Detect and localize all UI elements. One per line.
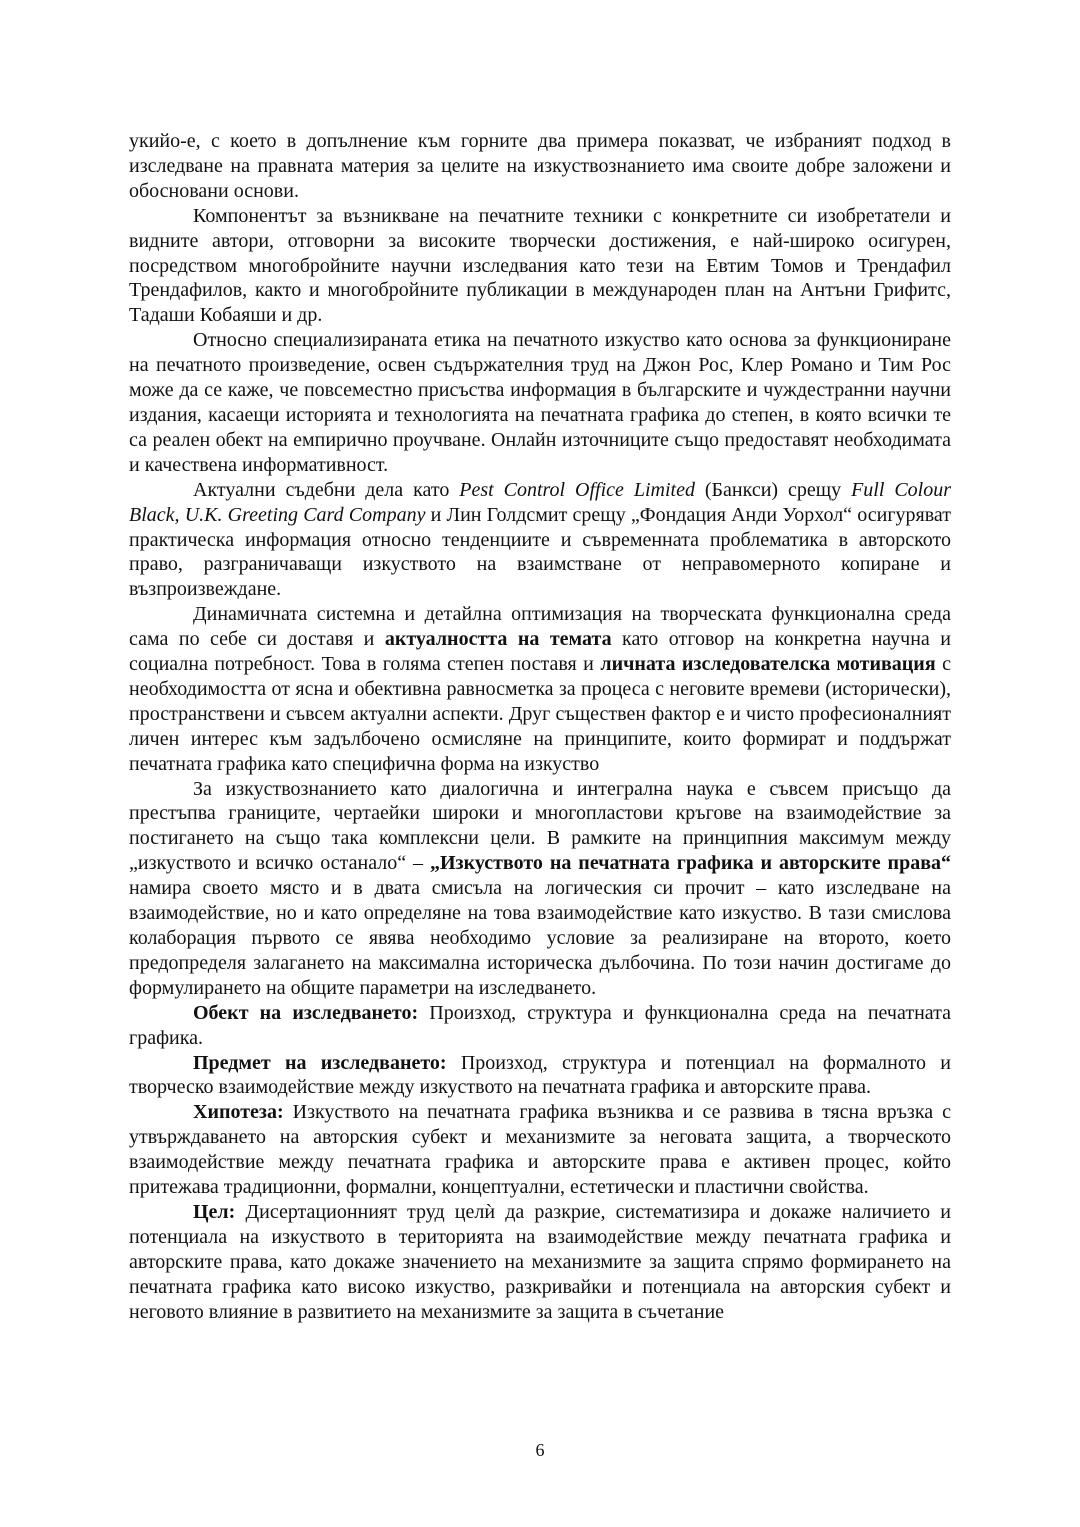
hypothesis-label: Хипотеза: (193, 1101, 284, 1124)
paragraph-relevance-motivation (129, 602, 951, 776)
research-object-text: Произход, структура и функционална среда на печатната графика. (129, 1001, 951, 1049)
goal-label: Цел: (193, 1200, 236, 1223)
paragraph-goal (129, 1200, 951, 1325)
court-cases-text-2: (Банкси) срещу (694, 478, 852, 501)
goal-text: Дисертационният труд целѝ да разкрие, систематизира и докаже наличието и потенциала на изкуството в територията на взаимодействие между печатната графика и авторските права, като докаже значението на механизмите за защита спрямо формирането на печатната графика като високо изкуство, разкривайки и потенциала на авторския субект и неговото влияние в развитието на механизмите за защита в съчетание (129, 1200, 951, 1323)
scope-text-2: намира своето място и в двата смисъла на логическия си прочит – като изследване на взаимодействие, но и като определяне на това взаимодействие като изкуство. В тази смислова колаборация първото се явява необходимо условие за реализиране на второто, което предопределя залагането на максимална историческа дълбочина. По този начин достигаме до формулирането на общите параметри на изследването. (129, 877, 951, 999)
paragraph-research-object (129, 1001, 951, 1051)
paragraph-research-subject (129, 1051, 951, 1101)
relevance-bold-topic: актуалността на темата (384, 628, 612, 651)
paragraph-hypothesis (129, 1100, 951, 1200)
scope-bold-title: „Изкуството на печатната графика и авторските права“ (430, 852, 951, 875)
paragraph-court-cases (129, 478, 951, 603)
paragraph-art-history-scope (129, 777, 951, 1001)
research-object-label: Обект на изследването: (193, 1001, 419, 1024)
document-body (129, 129, 951, 1325)
court-cases-text-1: Актуални съдебни дела като (193, 478, 460, 501)
scope-text-1: За изкуствознанието като диалогична и интегрална наука е съвсем присъщо да престъпва границите, чертаейки широки и многопластови кръгове на взаимодействие за постигането на също така комплексни цели. В рамките на принципния максимум между „изкуството и всичко останало“ – (129, 777, 951, 875)
case-name-pest-control: Pest Control Office Limited (459, 478, 695, 501)
case-name-full-colour-black: Full Colour Black, U.K. Greeting Card Company (129, 478, 951, 526)
relevance-bold-motivation: личната изследователска мотивация (600, 653, 936, 676)
research-subject-label: Предмет на изследването: (193, 1051, 447, 1074)
paragraph-printing-ethics: Относно специализираната етика на печатното изкуство като основа за функциониране на печатното произведение, освен съдържателния труд на Джон Рос, Клер Романо и Тим Рос може да се каже, че повсеместно присъства информация в българските и чуждестранни научни издания, касаещи историята и технологията на печатната графика до степен, в която всички те са реален обект на емпирично проучване. Онлайн източниците също предоставят необходимата и качествена информативност. (129, 329, 951, 476)
research-subject-text: Произход, структура и потенциал на формалното и творческо взаимодействие между изкуството на печатната графика и авторските права. (129, 1051, 951, 1099)
relevance-text-3: с необходимостта от ясна и обективна равносметка за процеса с неговите времеви (исторически), пространствени и съвсем актуални аспекти. Друг съществен фактор е и чисто професионалният личен интерес към задълбочено осмисляне на принципите, които формират и поддържат печатната графика като специфична форма на изкуство (129, 653, 951, 775)
page-number: 6 (535, 1440, 545, 1460)
paragraph-printing-techniques: Компонентът за възникване на печатните техники с конкретните си изобретатели и видните автори, отговорни за високите творчески достижения, е най-широко осигурен, посредством многобройните научни изследвания като тези на Евтим Томов и Трендафил Трендафилов, както и многобройните публикации в международен план на Антъни Грифитс, Тадаши Кобаяши и др. (129, 204, 951, 327)
court-cases-text-3: и Лин Голдсмит срещу „Фондация Анди Уорхол“ осигуряват практическа информация относно тенденциите и съвременната проблематика в авторското право, разграничаващи изкуството на взаимстване от неправомерното копиране и възпроизвеждане. (129, 503, 952, 601)
hypothesis-text: Изкуството на печатната графика възниква и се развива в тясна връзка с утвърждаването на авторския субект и механизмите за неговата защита, а творческото взаимодействие между печатната графика и авторските права е активен процес, който притежава традиционни, формални, концептуални, естетически и пластични свойства. (129, 1101, 951, 1199)
relevance-text-2: като отговор на конкретна научна и социална потребност. Това в голяма степен поставя и (129, 628, 951, 676)
paragraph-intro-continuation: укийо-е, с което в допълнение към горните два примера показват, че избраният подход в изследване на правната материя за целите на изкуствознанието има своите добре заложени и обосновани основи. (129, 130, 951, 202)
relevance-text-1: Динамичната системна и детайлна оптимизация на творческата функционална среда сама по себе си доставя и (129, 603, 951, 651)
